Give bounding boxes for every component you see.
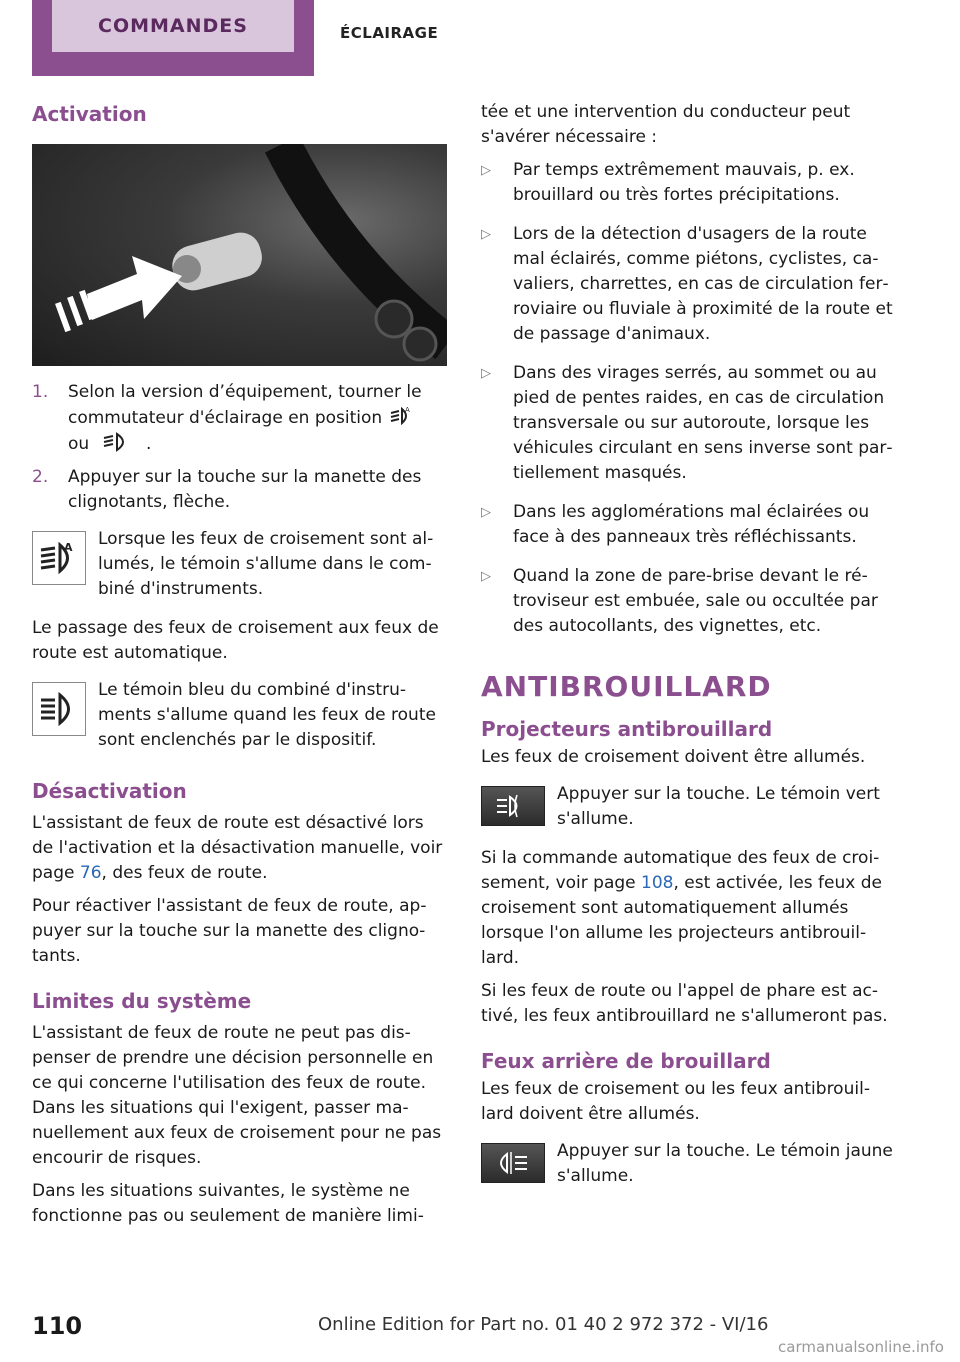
limits-heading: Limites du système [32,989,252,1013]
note-text: Le témoin bleu du combiné d'instruments s'allume quand les feux de route sont enclenchés par le dispositif. [98,680,436,750]
paragraph: Le passage des feux de croisement aux feux de route est automatique. [32,618,439,663]
chapter-tab-label: COMMANDES [52,0,294,52]
triangle-bullet-icon: ▷ [481,227,491,242]
step-number: 2. [32,467,49,487]
high-beam-indicator-icon [32,682,86,736]
triangle-bullet-icon: ▷ [481,366,491,381]
step-end: . [146,434,152,454]
note-text: Lorsque les feux de croisement sont allumés, le témoin s'allume dans le combiné d'instruments. [98,529,434,599]
text: L'assistant de feux de route est désactivé lors de l'activation et la désactivation manuelle, voir page [32,813,443,883]
triangle-bullet-icon: ▷ [481,505,491,520]
list-item-text: Dans des virages serrés, au sommet ou au pied de pentes raides, en cas de circulation transversale ou sur autoroute, lorsque les véhicules circulant en sens inverse sont partiellement masqués. [513,363,893,483]
page-number: 110 [32,1312,83,1340]
text: Si la commande automatique des feux de croisement, voir page [481,848,880,893]
note-high-beam [32,678,447,753]
paragraph [481,846,896,971]
left-column [32,100,447,1237]
list-item [481,158,896,208]
text: , est activée, les feux de croisement sont automatiquement allumés lorsque l'on allume les projecteurs antibrouillard. [481,873,882,968]
paragraph: Pour réactiver l'assistant de feux de route, appuyer sur la touche sur la manette des clignotants. [32,896,427,966]
paragraph: L'assistant de feux de route ne peut pas dispenser de prendre une décision personnelle en ce qui concerne l'utilisation des feux de route. Dans les situations qui l'exigent, passer manuellement aux feux de croisement pour ne pas encourir de risques. [32,1023,442,1168]
step-2 [32,465,447,515]
step-text: Selon la version d’équipement, tourner le commutateur d'éclairage en position [68,382,422,428]
step-text: Appuyer sur la touche sur la manette des clignotants, flèche. [68,467,422,512]
paragraph: tée et une intervention du conducteur peut s'avérer nécessaire : [481,102,851,147]
triangle-bullet-icon: ▷ [481,569,491,584]
svg-text:A: A [64,541,73,554]
watermark: carmanualsonline.info [778,1338,944,1356]
fog-heading: ANTIBROUILLARD [481,670,772,703]
list-item-text: Lors de la détection d'usagers de la route mal éclairés, comme piétons, cyclistes, cavaliers, charrettes, en cas de circulation ferroviaire ou fluviale à proximité de la route et de passage d'animaux. [513,224,893,344]
paragraph [32,811,447,886]
list-item [481,361,896,486]
list-item-text: Dans les agglomérations mal éclairées ou face à des panneaux très réfléchissants. [513,502,870,547]
limitations-list [481,158,896,639]
svg-text:A: A [404,406,410,414]
paragraph: Dans les situations suivantes, le système ne fonctionne pas ou seulement de manière limi- [32,1181,424,1226]
list-item-text: Quand la zone de pare-brise devant le rétroviseur est embuée, sale ou occultée par des autocollants, des vignettes, etc. [513,566,878,636]
right-column [481,100,896,1203]
triangle-bullet-icon: ▷ [481,163,491,178]
paragraph: Les feux de croisement doivent être allumés. [481,747,866,767]
note-text: Appuyer sur la touche. Le témoin vert s'allume. [557,784,880,829]
page-link[interactable]: 108 [641,873,674,893]
step-or: ou [68,434,90,454]
step-number: 1. [32,382,49,402]
deactivation-heading: Désactivation [32,779,187,803]
edition-footer: Online Edition for Part no. 01 40 2 972 372 - VI/16 [318,1314,769,1335]
auto-headlight-icon [388,405,414,427]
rear-fog-button-icon [481,1143,545,1183]
list-item [481,500,896,550]
list-item [481,564,896,639]
low-beam-icon [101,431,135,453]
note-low-beam [32,527,447,602]
list-item [481,222,896,347]
rear-fog-heading: Feux arrière de brouillard [481,1049,771,1073]
paragraph: Si les feux de route ou l'appel de phare est activé, les feux antibrouillard ne s'allumeront pas. [481,981,888,1026]
note-rear-fog [481,1139,896,1189]
paragraph: Les feux de croisement ou les feux antibrouillard doivent être allumés. [481,1079,870,1124]
step-1 [32,380,447,457]
chapter-tab [32,0,314,76]
list-item-text: Par temps extrêmement mauvais, p. ex. brouillard ou très fortes précipitations. [513,160,855,205]
page-link[interactable]: 76 [79,863,102,883]
lever-photo [32,144,447,366]
note-front-fog [481,782,896,832]
front-fog-heading: Projecteurs antibrouillard [481,717,773,741]
section-label: ÉCLAIRAGE [340,24,439,42]
activation-steps [32,380,447,515]
activation-heading: Activation [32,102,147,126]
auto-beam-indicator-icon [32,531,86,585]
note-text: Appuyer sur la touche. Le témoin jaune s'allume. [557,1141,893,1186]
text: , des feux de route. [101,863,268,883]
front-fog-button-icon [481,786,545,826]
lever-arrow-illustration [32,144,447,366]
